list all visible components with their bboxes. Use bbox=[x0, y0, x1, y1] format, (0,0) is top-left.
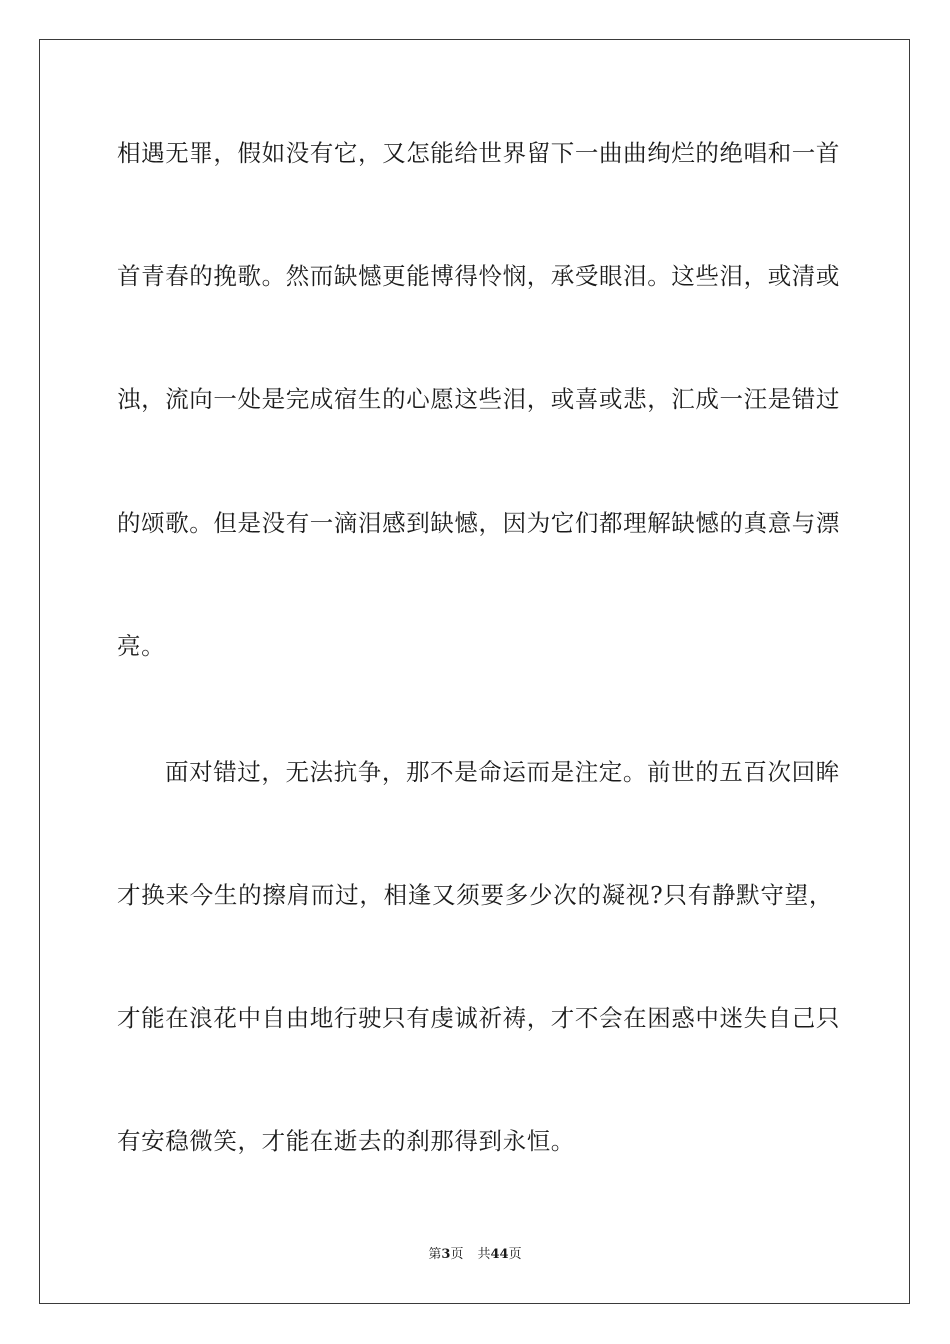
total-prefix: 共 bbox=[477, 1247, 491, 1262]
page-frame bbox=[39, 39, 910, 1304]
page-footer bbox=[0, 1246, 950, 1264]
current-page-number: 3 bbox=[441, 1247, 451, 1262]
total-page-count: 44 bbox=[490, 1247, 509, 1262]
paragraph-line: 才换来今生的擦肩而过，相逢又须要多少次的凝视?只有静默守望， bbox=[117, 881, 833, 909]
paragraph-line: 才能在浪花中自由地行驶只有虔诚祈祷，才不会在困惑中迷失自己只 bbox=[117, 1004, 840, 1032]
paragraph-line: 亮。 bbox=[117, 632, 166, 660]
page-prefix: 第 bbox=[428, 1247, 442, 1262]
paragraph-line: 浊，流向一处是完成宿生的心愿这些泪，或喜或悲，汇成一汪是错过 bbox=[117, 385, 840, 413]
paragraph-line: 相遇无罪，假如没有它，又怎能给世界留下一曲曲绚烂的绝唱和一首 bbox=[117, 139, 840, 167]
paragraph-line: 面对错过，无法抗争，那不是命运而是注定。前世的五百次回眸 bbox=[165, 758, 840, 786]
paragraph-line: 有安稳微笑，才能在逝去的刹那得到永恒。 bbox=[117, 1127, 575, 1155]
paragraph-line: 首青春的挽歌。然而缺憾更能博得怜悯，承受眼泪。这些泪，或清或 bbox=[117, 262, 840, 290]
paragraph-line: 的颂歌。但是没有一滴泪感到缺憾，因为它们都理解缺憾的真意与漂 bbox=[117, 509, 840, 537]
total-suffix: 页 bbox=[508, 1247, 522, 1262]
page-suffix: 页 bbox=[450, 1247, 464, 1262]
